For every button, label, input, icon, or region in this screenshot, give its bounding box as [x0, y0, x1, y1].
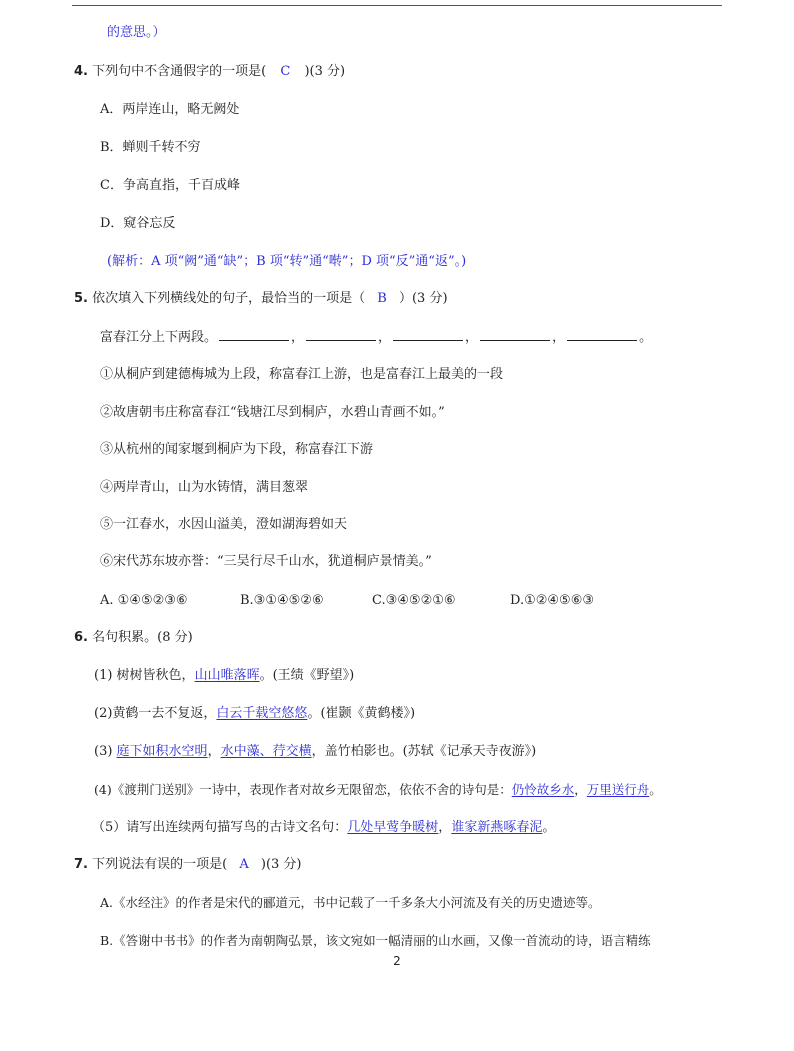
option-c: C.③④⑤②①⑥ — [372, 593, 456, 608]
answer-text: 山山唯落晖 — [194, 668, 260, 683]
continued-analysis: 的意思。） — [107, 25, 166, 40]
blank — [219, 328, 289, 341]
sentence-item: ①从桐庐到建德梅城为上段，称富春江上游，也是富春江上最美的一段 — [100, 367, 504, 382]
answer-letter: B — [377, 291, 387, 306]
question-4-stem: 4. 下列句中不含通假字的一项是( C )(3 分) — [74, 64, 346, 79]
quote-line-5: （5）请写出连续两句描写鸟的古诗文名句：几处早莺争暖树，谁家新燕啄春泥。 — [92, 820, 556, 835]
blank — [567, 328, 637, 341]
answer-text: 庭下如积水空明 — [116, 744, 208, 759]
blank — [306, 328, 376, 341]
option-d: D．窥谷忘反 — [100, 216, 176, 231]
quote-line-4: (4)《渡荆门送别》一诗中，表现作者对故乡无限留恋，依依不舍的诗句是：仍怜故乡水，万里送行舟。 — [94, 782, 662, 797]
sentence-item: ③从杭州的闻家堰到桐庐为下段，称富春江下游 — [100, 442, 374, 457]
option-d: D.①②④⑤⑥③ — [510, 593, 595, 608]
q5-options — [100, 592, 594, 610]
option-b: B.③①④⑤②⑥ — [240, 593, 324, 608]
answer-letter: A — [239, 857, 249, 872]
header-rule — [72, 5, 722, 6]
answer-text: 谁家新燕啄春泥 — [451, 820, 543, 835]
answer-text: 几处早莺争暖树 — [347, 820, 439, 835]
answer-text: 仍怜故乡水 — [511, 782, 575, 797]
option-a: A.《水经注》的作者是宋代的郦道元，书中记载了一千多条大小河流及有关的历史遗迹等。 — [100, 895, 601, 910]
sentence-item: ⑥宋代苏东坡亦誉：“三吴行尽千山水，犹道桐庐景情美。” — [100, 554, 432, 569]
quote-line-2: (2)黄鹤一去不复返，白云千载空悠悠。(崔颢《黄鹤楼》) — [94, 706, 416, 721]
option-c: C．争高直指，千百成峰 — [100, 178, 240, 193]
sentence-item: ⑤一江春水，水因山溢美，澄如湖海碧如天 — [100, 517, 348, 532]
sentence-item: ④两岸青山，山为水铸情，满目葱翠 — [100, 480, 309, 495]
question-7-stem: 7. 下列说法有误的一项是( A )(3 分) — [74, 857, 302, 872]
answer-text: 白云千载空悠悠 — [216, 706, 308, 721]
option-b: B.《答谢中书书》的作者为南朝陶弘景，该文宛如一幅清丽的山水画，又像一首流动的诗，语言精练 — [100, 933, 651, 948]
answer-letter: C — [280, 64, 291, 79]
sentence-item: ②故唐朝韦庄称富春江“钱塘江尽到桐庐，水碧山青画不如。” — [100, 405, 445, 420]
option-b: B．蝉则千转不穷 — [100, 140, 201, 155]
page-number: 2 — [393, 954, 401, 968]
option-a: A．两岸连山，略无阙处 — [100, 102, 240, 117]
question-5-stem: 5. 依次填入下列横线处的句子，最恰当的一项是（ B ）(3 分) — [74, 291, 448, 306]
quote-line-3: (3) 庭下如积水空明，水中藻、荇交横，盖竹柏影也。(苏轼《记承天寺夜游》) — [94, 744, 537, 759]
question-number: 4. — [74, 64, 88, 79]
question-6-stem: 6. 名句积累。(8 分) — [74, 630, 193, 645]
question-number: 7. — [74, 857, 88, 872]
answer-text: 万里送行舟 — [586, 782, 650, 797]
fill-in-line: 富春江分上下两段。 ， ， ， ， 。 — [100, 330, 653, 345]
option-a: A. ①④⑤②③⑥ — [100, 593, 188, 608]
question-number: 5. — [74, 291, 88, 306]
blank — [480, 328, 550, 341]
answer-text: 水中藻、荇交横 — [220, 744, 312, 759]
question-number: 6. — [74, 630, 88, 645]
blank — [393, 328, 463, 341]
quote-line-1: (1) 树树皆秋色，山山唯落晖。(王绩《野望》) — [94, 668, 355, 683]
analysis-text: (解析：A 项“阙”通“缺”；B 项“转”通“啭”；D 项“反”通“返”。) — [107, 254, 467, 269]
